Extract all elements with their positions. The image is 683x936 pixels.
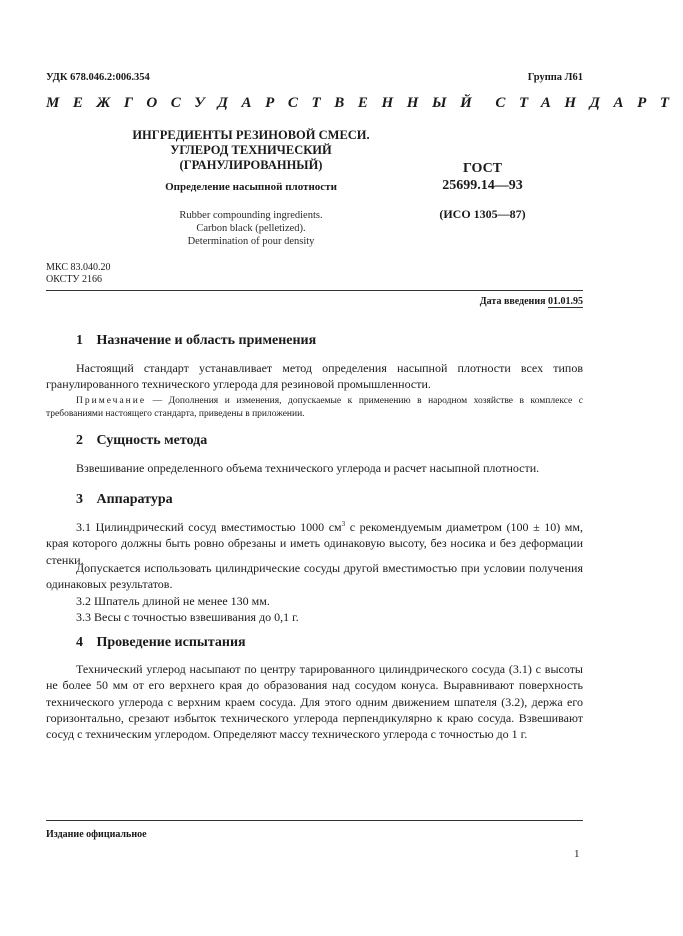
section-title: Назначение и область применения <box>96 333 317 348</box>
document-title <box>120 128 382 173</box>
section-number: 2 <box>76 433 83 448</box>
gost-number: 25699.14—93 <box>442 178 523 193</box>
gost-designation <box>400 160 565 194</box>
section-3-paragraph-2: Допускается использовать цилиндрические сосуды другой вместимостью при условии получения одинаковых результатов. <box>46 561 583 592</box>
section-title: Сущность метода <box>96 433 208 448</box>
divider-top <box>46 290 583 291</box>
gost-label: ГОСТ <box>462 161 503 176</box>
okstu-code: ОКСТУ 2166 <box>46 274 103 285</box>
title-line-1: ИНГРЕДИЕНТЫ РЕЗИНОВОЙ СМЕСИ. <box>132 128 370 142</box>
section-4-paragraph: Технический углерод насыпают по центру тарированного цилиндрического сосуда (3.1) с высоты не более 50 мм от его верхнего края до образования над сосудом конуса. Выравнивают поверхность технического углерода с верхним краем сосуда. Для этого одним движением шпателя (3.2), держа его горизонтально, срезают избыток технического углерода перпендикулярно к краю сосуда. Взвешивают сосуд с техническим углеродом. Определяют массу технического углерода с точностью до 1 г. <box>46 662 583 742</box>
divider-bottom <box>46 820 583 821</box>
english-title-line-2: Carbon black (pelletized). <box>196 223 306 234</box>
section-3-item-3-2: 3.2 Шпатель длиной не менее 130 мм. <box>76 594 270 608</box>
section-3-heading <box>76 492 173 508</box>
banner-left: МЕЖГОСУДАРСТВЕННЫЙ <box>46 95 486 111</box>
section-number: 1 <box>76 333 83 348</box>
page-number: 1 <box>574 848 580 860</box>
section-4-heading <box>76 635 246 651</box>
section-2-paragraph: Взвешивание определенного объема технического углерода и расчет насыпной плотности. <box>76 461 540 475</box>
section-number: 3 <box>76 492 83 507</box>
section-1-paragraph: Настоящий стандарт устанавливает метод определения насыпной плотности всех типов гранулированного технического углерода для резиновой промышленности. <box>46 361 583 392</box>
section-2-heading <box>76 433 207 449</box>
section-title: Проведение испытания <box>96 635 246 650</box>
intro-date-label: Дата введения <box>479 296 546 307</box>
p1-text: 3.1 Цилиндрический сосуд вместимостью 1000 см <box>76 520 342 534</box>
title-line-3: (ГРАНУЛИРОВАННЫЙ) <box>179 158 323 172</box>
edition-label: Издание официальное <box>46 829 147 840</box>
iso-reference: (ИСО 1305—87) <box>439 207 526 221</box>
udk-code: УДК 678.046.2:006.354 <box>46 72 150 83</box>
note-text: — Дополнения и изменения, допускаемые к применению в народном хозяйстве в комплексе с требованиями настоящего стандарта, приведены в приложении. <box>46 396 583 419</box>
classification-codes <box>46 262 110 286</box>
note-label: Примечание <box>76 396 147 406</box>
mks-code: МКС 83.040.20 <box>46 262 111 273</box>
intro-date <box>480 296 583 307</box>
document-subtitle: Определение насыпной плотности <box>165 181 337 193</box>
p1-superscript: 3 <box>341 520 346 528</box>
section-1-heading <box>76 333 316 349</box>
p1-text-cont: с рекомендуемым диаметром (100 ± 10) мм, края которого должны быть ровно обрезаны и иметь одинаковую высоту, без носика и без деформации стенки. <box>46 520 583 567</box>
group-code: Группа Л61 <box>527 72 583 83</box>
section-number: 4 <box>76 635 83 650</box>
section-1-note <box>46 395 583 421</box>
english-title-line-1: Rubber compounding ingredients. <box>179 210 323 221</box>
intro-date-value: 01.01.95 <box>548 296 583 307</box>
title-line-2: УГЛЕРОД ТЕХНИЧЕСКИЙ <box>170 143 332 157</box>
english-title-line-3: Determination of pour density <box>187 236 315 247</box>
banner-right: СТАНДАРТ <box>495 95 683 111</box>
english-title <box>120 209 382 248</box>
section-3-item-3-3: 3.3 Весы с точностью взвешивания до 0,1 г. <box>76 610 299 624</box>
standard-banner <box>46 95 683 112</box>
section-title: Аппаратура <box>96 492 173 507</box>
